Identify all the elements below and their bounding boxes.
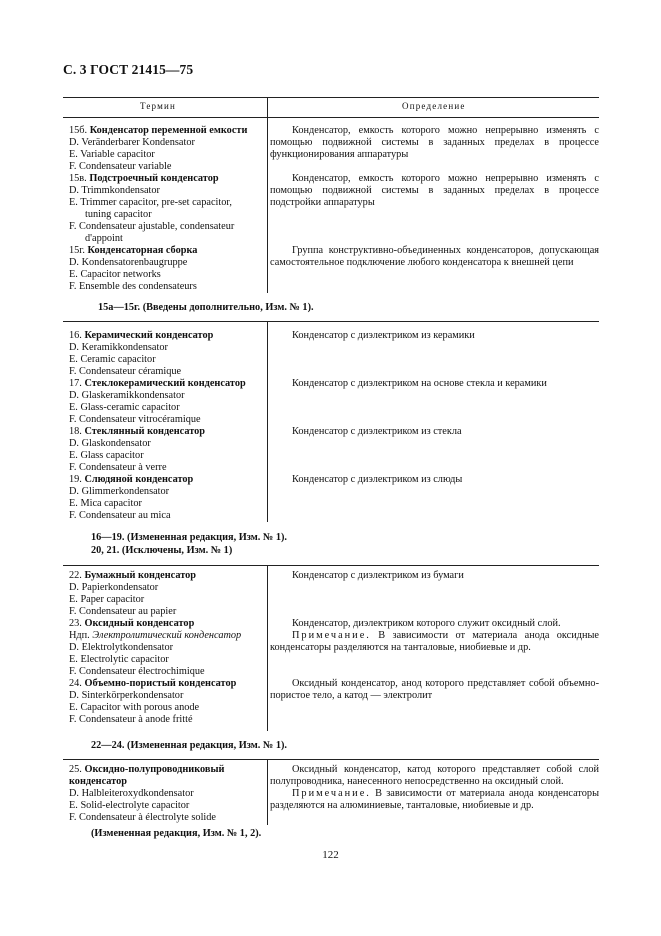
term-title: Подстроечный конденсатор xyxy=(89,173,219,184)
term-cell: 25. Оксидно-полупроводниковый конденсатор D. Halbleiteroxydkondensator E. Solid-electrolyte capacitor F. Condensateur à électrolyte solide xyxy=(69,764,225,823)
amendment-note: 16—19. (Измененная редакция, Изм. № 1). xyxy=(91,532,287,543)
definition-cell: Группа конструктивно-объединенных конденсаторов, допускающая самостоятельное подключение любого конденсатора к внешней цепи xyxy=(270,245,599,268)
table-rule xyxy=(63,759,599,760)
term-title: Объемно-пористый конденсатор xyxy=(84,678,237,689)
column-divider xyxy=(267,117,268,293)
note-label: Примечание. xyxy=(292,630,371,641)
definition-cell: Конденсатор с диэлектриком из керамики xyxy=(292,330,475,341)
term-cell: 15в. Подстроечный конденсатор D. Trimmkondensator E. Trimmer capacitor, pre-set capacitor, tuning capacitor F. Condensateur ajustable, condensateur d'appoint xyxy=(69,173,235,244)
term-title: Керамический конденсатор xyxy=(84,330,214,341)
definition-cell: Конденсатор, диэлектриком которого служит оксидный слой. Примечание. В зависимости от материала анода оксидные конденсаторы разделяются на танталовые, ниобиевые и др. xyxy=(270,618,599,653)
term-cell: 23. Оксидный конденсатор Ндп. Электролитический конденсатор D. Elektrolytkondensator E. Electrolytic capacitor F. Condensateur électrochimique xyxy=(69,618,242,677)
term-cell: 17. Стеклокерамический конденсатор D. Glaskeramikkondensator E. Glass-ceramic capacitor F. Condensateur vitrocéramique xyxy=(69,378,246,425)
term-title: Оксидно-полупроводниковый конденсатор xyxy=(69,764,225,787)
nonrecommended-term: Электролитический конденсатор xyxy=(92,630,242,641)
term-title: Слюдяной конденсатор xyxy=(84,474,194,485)
term-cell: 15б. Конденсатор переменной емкости D. Veränderbarer Kondensator E. Variable capacitor F. Condensateur variable xyxy=(69,125,248,172)
term-title: Оксидный конденсатор xyxy=(84,618,195,629)
term-title: Бумажный конденсатор xyxy=(84,570,197,581)
term-cell: 19. Слюдяной конденсатор D. Glimmerkondensator E. Mica capacitor F. Condensateur au mica xyxy=(69,474,194,521)
amendment-note: 20, 21. (Исключены, Изм. № 1) xyxy=(91,545,233,556)
definition-cell: Конденсатор с диэлектриком из бумаги xyxy=(292,570,464,581)
term-title: Стеклокерамический конденсатор xyxy=(84,378,246,389)
amendment-note: 15а—15г. (Введены дополнительно, Изм. № 1). xyxy=(98,302,314,313)
column-header-definition: Определение xyxy=(402,101,466,111)
column-divider xyxy=(267,565,268,731)
term-title: Стеклянный конденсатор xyxy=(84,426,206,437)
term-cell: 15г. Конденсаторная сборка D. Kondensatorenbaugruppe E. Capacitor networks F. Ensemble des condensateurs xyxy=(69,245,198,292)
term-cell: 18. Стеклянный конденсатор D. Glaskondensator E. Glass capacitor F. Condensateur à verre xyxy=(69,426,206,473)
table-rule xyxy=(63,565,599,566)
term-cell: 22. Бумажный конденсатор D. Papierkondensator E. Paper capacitor F. Condensateur au papier xyxy=(69,570,197,617)
definition-cell: Конденсатор с диэлектриком из стекла xyxy=(292,426,462,437)
column-divider-header xyxy=(267,97,268,117)
page-number: 122 xyxy=(322,849,339,861)
definition-cell: Конденсатор с диэлектриком на основе стекла и керамики xyxy=(292,378,547,389)
term-title: Конденсаторная сборка xyxy=(87,245,198,256)
column-divider xyxy=(267,759,268,825)
definition-cell: Оксидный конденсатор, катод которого представляет собой слой полупроводника, нанесенного непосредственно на оксидный слой. Примечание. В зависимости от материала анода конденсаторы разделяются на алюминиевые, танталовые, ниобиевые и др. xyxy=(270,764,599,811)
column-header-term: Термин xyxy=(140,101,177,111)
definition-cell: Конденсатор, емкость которого можно непрерывно изменять с помощью подвижной системы в заданных пределах в процессе функционирования аппаратуры xyxy=(270,125,599,160)
amendment-note: (Измененная редакция, Изм. № 1, 2). xyxy=(91,828,262,839)
table-header-rule xyxy=(63,117,599,118)
table-top-rule xyxy=(63,97,599,98)
note-label: Примечание. xyxy=(292,788,371,799)
term-title: Конденсатор переменной емкости xyxy=(89,125,248,136)
definition-cell: Конденсатор, емкость которого можно непрерывно изменять с помощью подвижной системы в заданных пределах в процессе подстройки аппаратуры xyxy=(270,173,599,208)
column-divider xyxy=(267,321,268,522)
term-cell: 24. Объемно-пористый конденсатор D. Sinterkörperkondensator E. Capacitor with porous anode F. Condensateur à anode fritté xyxy=(69,678,237,725)
definition-cell: Оксидный конденсатор, анод которого представляет собой объемно-пористое тело, а катод — электролит xyxy=(270,678,599,701)
definition-cell: Конденсатор с диэлектриком из слюды xyxy=(292,474,463,485)
table-rule xyxy=(63,321,599,322)
page-header: С. 3 ГОСТ 21415—75 xyxy=(63,62,194,77)
amendment-note: 22—24. (Измененная редакция, Изм. № 1). xyxy=(91,740,287,751)
term-cell: 16. Керамический конденсатор D. Keramikkondensator E. Ceramic capacitor F. Condensateur céramique xyxy=(69,330,214,377)
